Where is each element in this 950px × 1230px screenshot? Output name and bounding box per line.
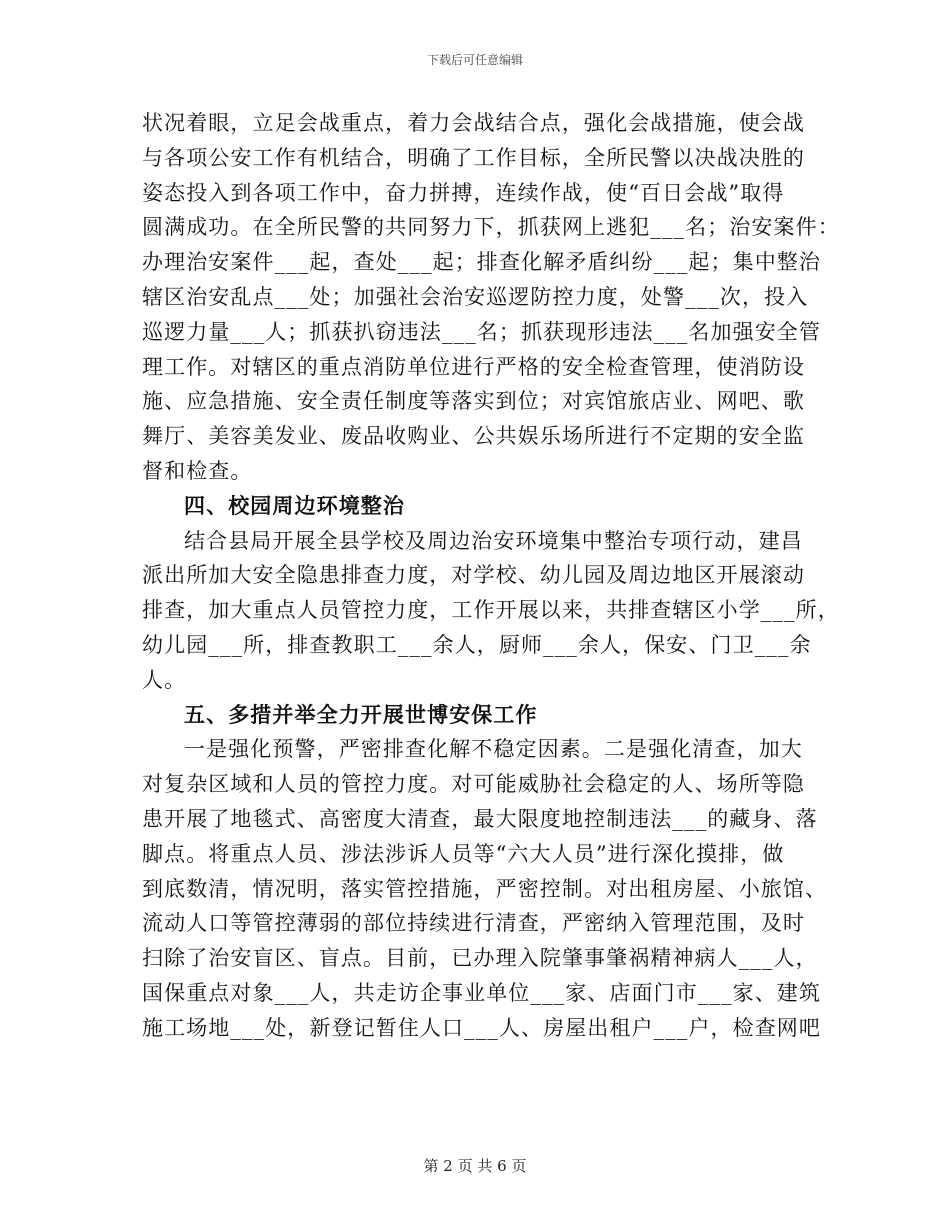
text-line: 到底数清，情况明，落实管控措施，严密控制。对出租房屋、小旅馆、 — [142, 876, 828, 901]
text-line: 姿态投入到各项工作中，奋力拼搏，连续作战，使“百日会战”取得 — [142, 180, 785, 205]
document-body — [142, 106, 840, 1046]
section-heading-5: 五、多措并举全力开展世博安保工作 — [184, 701, 538, 727]
text-line: 督和检查。 — [142, 458, 253, 483]
text-line: 国保重点对象___人，共走访企事业单位___家、店面门市___家、建筑 — [142, 980, 821, 1005]
text-line: 流动人口等管控薄弱的部位持续进行清查，严密纳入管理范围，及时 — [142, 911, 805, 936]
text-line: 巡逻力量___人；抓获扒窃违法___名；抓获现形违法___名加强安全管 — [142, 319, 821, 344]
text-line: 状况着眼，立足会战重点，着力会战结合点，强化会战措施，使会战 — [142, 111, 805, 135]
text-line: 幼儿园___所，排查教职工___余人，厨师___余人，保安、门卫___余 — [142, 632, 812, 657]
text-line: 扫除了治安盲区、盲点。目前，已办理入院肇事肇祸精神病人___人， — [142, 946, 818, 971]
text-line: 派出所加大安全隐患排查力度，对学校、幼儿园及周边地区开展滚动 — [142, 563, 805, 588]
paragraph-continuation — [142, 106, 840, 489]
text-line: 一是强化预警，严密排查化解不稳定因素。二是强化清查，加大 — [184, 737, 803, 762]
text-line: 施、应急措施、安全责任制度等落实到位；对宾馆旅店业、网吧、歌 — [142, 389, 805, 414]
text-line: 理工作。对辖区的重点消防单位进行严格的安全检查管理，使消防设 — [142, 354, 805, 379]
text-line: 辖区治安乱点___处；加强社会治安巡逻防控力度，处警___次，投入 — [142, 284, 809, 309]
text-line: 排查，加大重点人员管控力度，工作开展以来，共排查辖区小学___所， — [142, 598, 840, 623]
page-header: 下载后可任意编辑 — [426, 53, 523, 67]
text-line: 脚点。将重点人员、涉法涉诉人员等“六大人员”进行深化摸排，做 — [142, 841, 785, 866]
text-line: 对复杂区域和人员的管控力度。对可能威胁社会稳定的人、场所等隐 — [142, 772, 805, 797]
text-line: 舞厅、美容美发业、废品收购业、公共娱乐场所进行不定期的安全监 — [142, 424, 805, 449]
section-heading-4: 四、校园周边环境整治 — [184, 492, 405, 518]
page-footer: 第 2 页 共 6 页 — [423, 1157, 527, 1175]
text-line: 结合县局开展全县学校及周边治安环境集中整治专项行动，建昌 — [184, 528, 803, 553]
text-line: 圆满成功。在全所民警的共同努力下，抓获网上逃犯___名；治安案件： — [142, 215, 840, 240]
text-line: 患开展了地毯式、高密度大清查，最大限度地控制违法___的藏身、落 — [142, 806, 818, 831]
text-line: 办理治安案件___起，查处___起；排查化解矛盾纠纷___起；集中整治 — [142, 250, 821, 275]
paragraph-campus — [142, 524, 840, 698]
text-line: 人。 — [142, 667, 187, 692]
paragraph-expo-security — [142, 732, 828, 1045]
text-line: 施工场地___处，新登记暂住人口___人、房屋出租户___户，检查网吧 — [142, 1015, 821, 1040]
text-line: 与各项公安工作有机结合，明确了工作目标，全所民警以决战决胜的 — [142, 145, 805, 170]
